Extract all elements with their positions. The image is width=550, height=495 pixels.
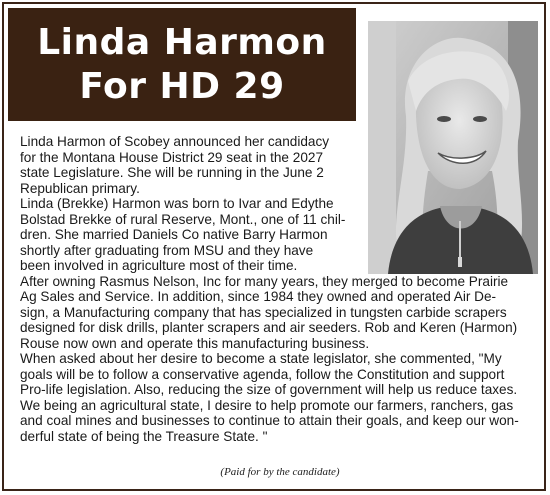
announcement-text [20,134,540,444]
political-ad [2,2,546,491]
headline-banner [8,8,356,121]
goals-paragraph: When asked about her desire to become a state legislator, she commented, "My goals will be to follow a conservative agenda, follow the Constitution and support Pro-life legislation. Also, reducing the size of government will help us reduce taxes. We being an agricultural state, I desire to help promote our farmers, ranchers, gas and coal mines and businesses to continue to attain their goals, and keep our won- derful state of being the Treasure State. " [20,351,519,444]
headline-name: Linda Harmon [37,21,327,63]
biography-paragraph: Linda (Brekke) Harmon was born to Ivar and Edythe Bolstad Brekke of rural Reserve, Mont., one of 11 chil- dren. She married Daniels Co native Barry Harmon shortly after graduating from MSU and they have been involved in agriculture most of their time. [20,196,346,273]
candidacy-paragraph: Linda Harmon of Scobey announced her candidacy for the Montana House District 29 seat in the 2027 state Legislature. She will be running in the June 2 Republican primary. [20,134,330,196]
business-paragraph: After owning Rasmus Nelson, Inc for many years, they merged to become Prairie Ag Sales and Service. In addition, since 1984 they owned and operated Air De- sign, a Manufacturing company that has specialized in tungsten carbide scrapers designed for disk drills, planter scrapers and air seeders. Rob and Keren (Harmon) Rouse now own and operate this manufacturing business. [20,273,518,351]
paid-for-credit: (Paid for by the candidate) [220,466,340,478]
headline-district: For HD 29 [79,65,285,107]
